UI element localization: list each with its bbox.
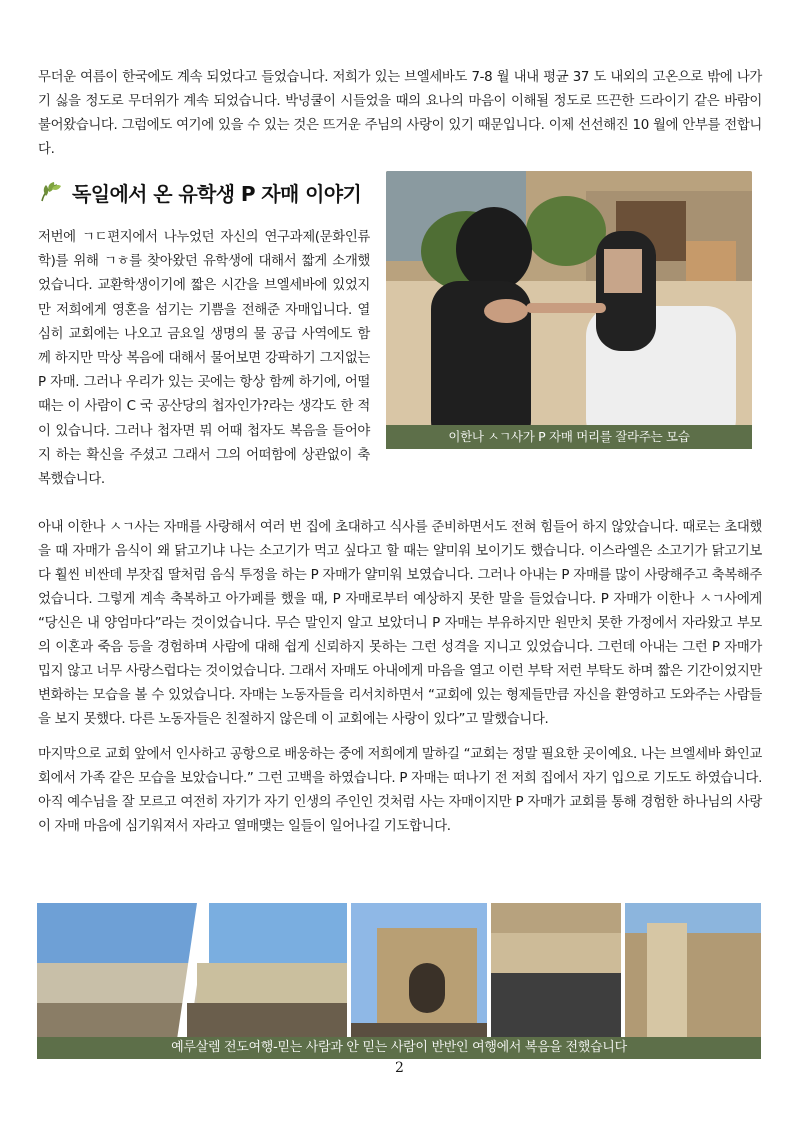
wife-paragraph: 아내 이한나 ㅅㄱ사는 자매를 사랑해서 여러 번 집에 초대하고 식사를 준비하면서도 전혀 힘들어 하지 않았습니다. 때로는 초대했을 때 자매가 음식이 왜 닭고기냐 나는 소고기가 먹고 싶다고 할 때는 얄미워 보이기도 했습니다. 이스라엘은 소고기가 닭고기보다 훨씬 비싼데 부잣집 딸처럼 음식 투정을 하는 P 자매가 얄미워 보였습니다. 그러나 아내는 P 자매를 많이 사랑해주고 축복해주었습니다. 그렇게 계속 축복하고 아가페를 했을 때, P 자매로부터 예상하지 못한 말을 들었습니다. P 자매가 이한나 ㅅㄱ사에게 “당신은 내 양엄마다”라는 것이었습니다. 무슨 말인지 알고 보았더니 P 자매는 부유하지만 원만치 못한 가정에서 자라왔고 부모의 이혼과 죽음 등을 경험하며 사람에 대해 쉽게 신뢰하지 못하는 그런 성격을 지니고 있었습니다. 그런데 아내는 그런 P 자매가 밉지 않고 너무 사랑스럽다는 것이었습니다. 그래서 자매도 아내에게 마음을 열고 이런 부탁 저런 부탁도 하며 짧은 기간이었지만 변화하는 모습을 볼 수 있었습니다. 자매는 노동자들을 리서치하면서 “교회에 있는 형제들만큼 자신을 환영하고 도와주는 사람들을 보지 못했다. 다른 노동자들은 친절하지 않은데 이 교회에는 사랑이 있다”고 말했습니다.: [38, 520, 762, 727]
final-paragraph: 마지막으로 교회 앞에서 인사하고 공항으로 배웅하는 중에 저희에게 말하길 “교회는 정말 필요한 곳이예요. 나는 브엘세바 화인교회에서 가족 같은 모습을 보았습니다.” 그런 고백을 하였습니다. P 자매는 떠나기 전 저희 집에서 자기 입으로 기도도 하였습니다. 아직 예수님을 잘 모르고 여전히 자기가 자기 인생의 주인인 것처럼 사는 자매이지만 P 자매가 교회를 통해 경험한 하나님의 사랑이 자매 마음에 심기워져서 자라고 열매맺는 일들이 일어나길 기도합니다.: [38, 747, 763, 834]
haircut-photo-caption: 이한나 ㅅㄱ사가 P 자매 머리를 잘라주는 모습: [386, 425, 752, 449]
story-paragraph: 저번에 ㄱㄷ편지에서 나누었던 자신의 연구과제(문화인류학)를 위해 ㄱㅎ를 찾아왔던 유학생에 대해서 짧게 소개했었습니다. 교환학생이기에 짧은 시간을 브엘세바에 있었지만 저희에게 영혼을 섬기는 기쁨을 전해준 자매입니다. 열심히 교회에는 나오고 금요일 생명의 물 공급 사역에도 함께 하지만 막상 복음에 대해서 물어보면 강팍하기 그지없는 P 자매. 그러나 우리가 있는 곳에는 항상 함께 하기에, 어떨 때는 이 사람이 C 국 공산당의 첩자인가?라는 생각도 한 적이 있습니다. 그러나 첩자면 뭐 어때 첩자도 복음을 들어야지 하는 확신을 주셨고 그래서 그의 어떠함에 상관없이 축복했습니다.: [38, 230, 370, 488]
haircut-photo-image: [386, 171, 752, 449]
section-heading: [38, 175, 368, 209]
jerusalem-photo-collage-image: [37, 903, 761, 1053]
page-number: 2: [395, 1060, 404, 1076]
haircut-photo: [386, 171, 752, 449]
leaf-icon: [38, 179, 64, 205]
jerusalem-photo-caption: 예루살렘 전도여행-믿는 사람과 안 믿는 사람이 반반인 여행에서 복음을 전했습니다: [37, 1037, 761, 1059]
intro-paragraph: 무더운 여름이 한국에도 계속 되었다고 들었습니다. 저희가 있는 브엘세바도 7-8 월 내내 평균 37 도 내외의 고온으로 밖에 나가기 싫을 정도로 무더위가 계속 되었습니다. 박넝쿨이 시들었을 때의 요나의 마음이 이해될 정도로 뜨끈한 드라이기 같은 바람이 불어왔습니다. 그럼에도 여기에 있을 수 있는 것은 뜨거운 주님의 사랑이 있기 때문입니다. 이제 선선해진 10 월에 안부를 전합니다.: [38, 70, 762, 157]
section-heading-text: 독일에서 온 유학생 P 자매 이야기: [72, 181, 362, 206]
jerusalem-photo-collage: [37, 903, 761, 1053]
